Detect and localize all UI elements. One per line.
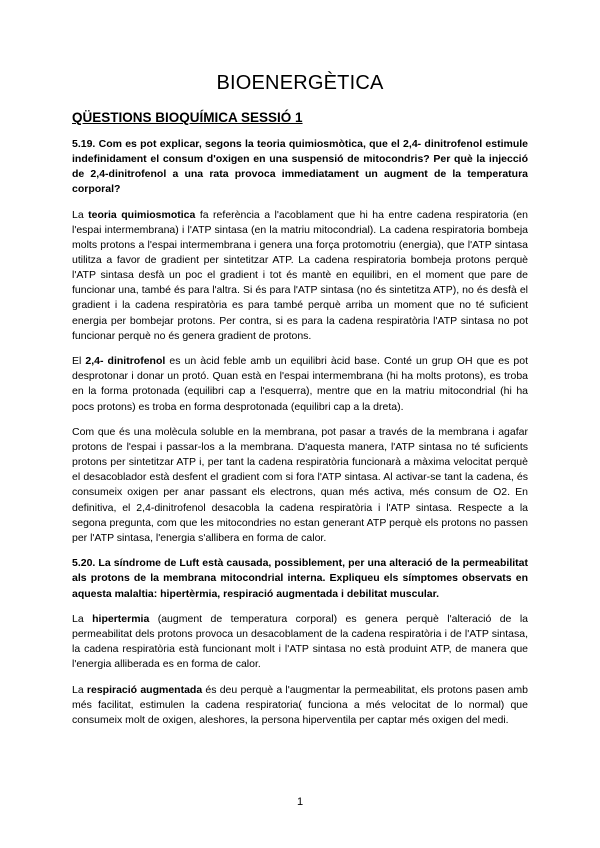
paragraph-text: és deu perquè a l'augmentar la permeabilitat, els protons pasen amb més facilitat, estimulen la cadena respiratoria( funciona a més velocitat de lo normal) que consumeix molt de oxigen, aleshores, la persona hiperventila per captar més oxigen del medi. (72, 684, 528, 727)
page-number: 1 (296, 796, 304, 808)
question-5-19: 5.19. Com es pot explicar, segons la teoria quimiosmòtica, que el 2,4- dinitrofenol estimule indefinidament el consum d'oxigen en una suspensió de mitocondris? Per què la injecció de 2,4-dinitrofenol a una rata provoca immediatament un augment de la temperatura corporal? (72, 138, 528, 196)
paragraph-text: (augment de temperatura corporal) es genera perquè l'alteració de la permeabilitat dels protons provoca un desacoblament de la cadena respiratòria i de l'ATP sintasa, la cadena respiratòria està funcionant molt i l'ATP sintasa no està produint ATP, de manera que l'energia alliberada es en forma de calor. (72, 613, 528, 671)
key-term: 2,4- dinitrofenol (85, 355, 166, 368)
paragraph-text: La (72, 208, 89, 221)
document-body (72, 137, 528, 739)
answer-paragraph-5 (72, 683, 528, 728)
key-term: respiració augmentada (86, 684, 203, 696)
paragraph-text: El (72, 355, 86, 368)
question-5-20: 5.20. La síndrome de Luft està causada, possiblement, per una alteració de la permeabilitat als protons de la membrana mitocondrial interna. Expliqueu els símptomes observats en aquesta malaltia: hipertèrmia, respiració augmentada i debilitat muscular. (72, 557, 528, 600)
answer-paragraph-4 (72, 612, 528, 672)
key-term: teoria quimiosmotica (88, 208, 196, 221)
paragraph-text: fa referència a l'acoblament que hi ha entre cadena respiratoria (en l'espai intermembrana) i l'ATP sintasa (en la matriu mitocondrial). La cadena respiratoria bombeja molts protons a l'espai intermembrana i genera una força protomotriu (energia), que l'ATP sintasa utilitza a favor de gradient per sintetitzar ATP. La cadena respiratoria bombeja protons perquè l'ATP sintasa desfà un poc el gradient i tot és mantè en equilibri, en el moment que pare de funcionar una, també és para l'altra. Si és para l'ATP sintasa (no és sintetitza ATP), no és desfà el gradient i la cadena respiratòria es para també perquè arriba un moment que no té suficient energia per bombejar protons. Per contra, si es para la cadena respiratòria l'ATP sintasa no pot funcionar perquè no és genera gradient de protons. (72, 208, 528, 342)
key-term: hipertermia (92, 613, 150, 626)
paragraph-text: La (72, 613, 93, 626)
answer-paragraph-2 (72, 354, 528, 414)
paragraph-text: es un àcid feble amb un equilibri àcid base. Conté un grup OH que es pot desprotonar i donar un protó. Quan està en l'espai intermembrana (hi ha molts protons), es troba en la forma protonada (equilibri cap a l'esquerra), mentre que en la matriu mitocondrial (hi ha pocs protons) es troba en forma desprotonada (equilibri cap a la dreta). (72, 355, 529, 413)
answer-paragraph-1 (72, 208, 528, 344)
document-title: BIOENERGÈTICA (216, 72, 384, 94)
paragraph-text: La (72, 684, 87, 696)
section-heading: QÜESTIONS BIOQUÍMICA SESSIÓ 1 (72, 110, 303, 125)
answer-paragraph-3: Com que és una molècula soluble en la membrana, pot pasar a través de la membrana i agafar protons de l'espai i passar-los a la membrana. D'aquesta manera, l'ATP sintasa no té suficients protons per sintetitzar ATP i, per tant la cadena respiratòria funcionarà a màxima velocitat perquè el desacoblador està desfent el gradient com si fora l'ATP sintasa. Al activar-se tant la cadena, és consumeix oxigen per anar passant els electrons, quan més activa, més consum de O2. En definitiva, el 2,4-dinitrofenol desacobla la cadena respiratòria i l'ATP sintasa. Respecte a la segona pregunta, com que les mitocondries no estan generant ATP perquè els protons no passen per l'ATP sintasa, l'energia s'allibera en forma de calor. (72, 426, 528, 544)
